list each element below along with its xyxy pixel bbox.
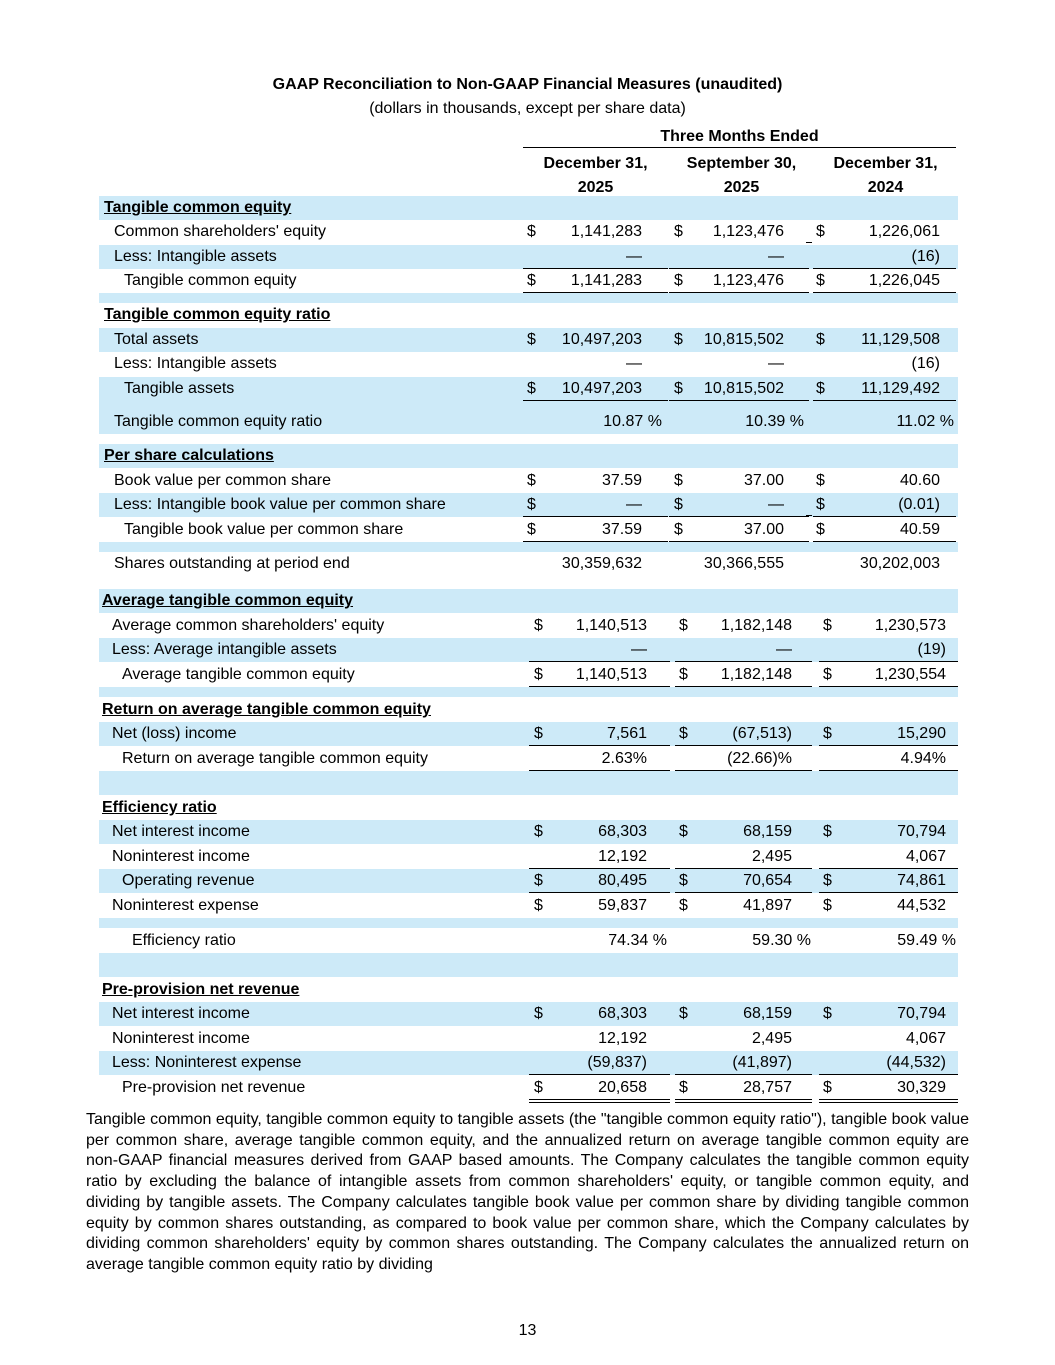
table-row bbox=[0, 269, 1055, 293]
section-header-row bbox=[0, 303, 1055, 327]
value-cell: — bbox=[626, 355, 642, 372]
row-label: Net interest income bbox=[112, 823, 250, 840]
underline bbox=[806, 242, 812, 243]
value-cell: 2,495 bbox=[751, 848, 792, 865]
value-cell: 40.59 bbox=[899, 521, 940, 538]
row-band bbox=[99, 542, 958, 552]
value-cell: 37.59 bbox=[601, 472, 642, 489]
currency-symbol: $ bbox=[823, 1079, 832, 1096]
value-cell: 7,561 bbox=[606, 725, 647, 742]
table-row bbox=[0, 1076, 1055, 1100]
value-cell: — bbox=[626, 248, 642, 265]
value-cell: 41,897 bbox=[743, 897, 792, 914]
value-cell: 4,067 bbox=[905, 1030, 946, 1047]
currency-symbol: $ bbox=[679, 617, 688, 634]
row-label: Pre-provision net revenue bbox=[122, 1079, 306, 1096]
table-row bbox=[0, 1051, 1055, 1075]
section-header: Pre-provision net revenue bbox=[102, 981, 300, 998]
value-cell: 59,837 bbox=[598, 897, 647, 914]
table-row bbox=[0, 638, 1055, 662]
double-underline bbox=[675, 1099, 812, 1103]
value-cell: 59.30 % bbox=[752, 932, 811, 949]
underline bbox=[529, 661, 670, 662]
value-cell: 1,140,513 bbox=[575, 666, 647, 683]
column-header-3: December 31, 2024 bbox=[815, 152, 956, 197]
table-row bbox=[0, 352, 1055, 376]
currency-symbol: $ bbox=[823, 872, 832, 889]
value-cell: 10.39 % bbox=[745, 413, 804, 430]
value-cell: (59,837) bbox=[587, 1054, 647, 1071]
underline bbox=[819, 661, 958, 662]
currency-symbol: $ bbox=[823, 666, 832, 683]
section-header-row bbox=[0, 796, 1055, 820]
table-row bbox=[0, 845, 1055, 869]
value-cell: 68,303 bbox=[598, 823, 647, 840]
currency-symbol: $ bbox=[816, 380, 825, 397]
currency-symbol: $ bbox=[527, 272, 536, 289]
currency-symbol: $ bbox=[534, 617, 543, 634]
row-label: Tangible assets bbox=[124, 380, 235, 397]
row-label: Tangible common equity bbox=[124, 272, 297, 289]
value-cell: 1,182,148 bbox=[720, 666, 792, 683]
row-label: Less: Intangible assets bbox=[114, 248, 277, 265]
currency-symbol: $ bbox=[534, 1005, 543, 1022]
row-label: Shares outstanding at period end bbox=[114, 555, 350, 572]
value-cell: (19) bbox=[917, 641, 946, 658]
value-cell: 1,141,283 bbox=[570, 223, 642, 240]
row-label: Noninterest income bbox=[112, 848, 250, 865]
value-cell: 2,495 bbox=[751, 1030, 792, 1047]
section-header: Return on average tangible common equity bbox=[102, 701, 431, 718]
currency-symbol: $ bbox=[679, 1079, 688, 1096]
value-cell: 1,140,513 bbox=[575, 617, 647, 634]
double-underline bbox=[529, 1099, 670, 1103]
value-cell: 1,226,061 bbox=[868, 223, 940, 240]
table-row bbox=[0, 469, 1055, 493]
currency-symbol: $ bbox=[534, 666, 543, 683]
underline bbox=[523, 516, 668, 517]
currency-symbol: $ bbox=[816, 331, 825, 348]
row-label: Less: Intangible assets bbox=[114, 355, 277, 372]
value-cell: 37.59 bbox=[601, 521, 642, 538]
row-label: Common shareholders' equity bbox=[114, 223, 327, 240]
value-cell: (0.01) bbox=[898, 496, 940, 513]
underline bbox=[813, 516, 956, 517]
table-row bbox=[0, 220, 1055, 244]
value-cell: 70,794 bbox=[897, 1005, 946, 1022]
row-label: Book value per common share bbox=[114, 472, 331, 489]
value-cell: — bbox=[626, 496, 642, 513]
value-cell: 4.94% bbox=[900, 750, 946, 767]
row-label: Less: Intangible book value per common share bbox=[114, 496, 446, 513]
table-row bbox=[0, 663, 1055, 687]
table-row bbox=[0, 1027, 1055, 1051]
value-cell: 1,226,045 bbox=[868, 272, 940, 289]
section-header: Per share calculations bbox=[104, 447, 274, 464]
currency-symbol: $ bbox=[679, 897, 688, 914]
table-row bbox=[0, 552, 1055, 576]
currency-symbol: $ bbox=[679, 823, 688, 840]
value-cell: 70,654 bbox=[743, 872, 792, 889]
currency-symbol: $ bbox=[823, 897, 832, 914]
value-cell: 40.60 bbox=[899, 472, 940, 489]
row-label: Noninterest expense bbox=[112, 897, 259, 914]
value-cell: 1,182,148 bbox=[720, 617, 792, 634]
value-cell: 11,129,492 bbox=[861, 380, 940, 397]
row-label: Total assets bbox=[114, 331, 199, 348]
underline bbox=[819, 745, 958, 746]
explanatory-paragraph: Tangible common equity, tangible common equity to tangible assets (the "tangible common equity ratio"), tangible book value per common share, average tangible common equity, and the annualized return on average tangible common equity are non-GAAP financial measures derived from GAAP based amounts. The Company calculates the tangible common equity ratio by excluding the balance of intangible assets from common shareholders' equity, or tangible common equity, and dividing by tangible assets. The Company calculates tangible book value per common share by dividing tangible common equity by common shares outstanding, as compared to book value per common share, which the Company calculates by dividing common shareholders' equity by common shares outstanding. The Company calculates the annualized return on average tangible common equity ratio by dividing bbox=[86, 1111, 969, 1273]
row-label: Tangible book value per common share bbox=[124, 521, 404, 538]
currency-symbol: $ bbox=[823, 823, 832, 840]
section-header-row bbox=[0, 444, 1055, 468]
currency-symbol: $ bbox=[679, 872, 688, 889]
section-header-row bbox=[0, 698, 1055, 722]
section-header-row bbox=[0, 196, 1055, 220]
value-cell: 10.87 % bbox=[603, 413, 662, 430]
page-number: 13 bbox=[518, 1322, 537, 1339]
row-label: Less: Noninterest expense bbox=[112, 1054, 302, 1071]
currency-symbol: $ bbox=[816, 496, 825, 513]
value-cell: 30,366,555 bbox=[703, 555, 784, 572]
value-cell: 30,329 bbox=[897, 1079, 946, 1096]
row-label: Noninterest income bbox=[112, 1030, 250, 1047]
currency-symbol: $ bbox=[534, 823, 543, 840]
value-cell: — bbox=[776, 641, 792, 658]
value-cell: (41,897) bbox=[732, 1054, 792, 1071]
row-label: Less: Average intangible assets bbox=[112, 641, 337, 658]
currency-symbol: $ bbox=[823, 1005, 832, 1022]
table-row bbox=[0, 518, 1055, 542]
table-row bbox=[0, 377, 1055, 401]
value-cell: 37.00 bbox=[743, 472, 784, 489]
currency-symbol: $ bbox=[527, 521, 536, 538]
currency-symbol: $ bbox=[534, 872, 543, 889]
value-cell: 44,532 bbox=[897, 897, 946, 914]
page-subtitle: (dollars in thousands, except per share data) bbox=[369, 100, 686, 117]
value-cell: 70,794 bbox=[897, 823, 946, 840]
section-header-row bbox=[0, 978, 1055, 1002]
value-cell: 1,123,476 bbox=[712, 272, 784, 289]
currency-symbol: $ bbox=[534, 897, 543, 914]
value-cell: 80,495 bbox=[598, 872, 647, 889]
value-cell: 74.34 % bbox=[608, 932, 667, 949]
underline bbox=[529, 892, 670, 893]
section-header: Efficiency ratio bbox=[102, 799, 217, 816]
row-label: Average common shareholders' equity bbox=[112, 617, 385, 634]
section-header-row bbox=[0, 589, 1055, 613]
underline bbox=[675, 892, 812, 893]
row-band bbox=[99, 918, 958, 928]
table-row bbox=[0, 894, 1055, 918]
currency-symbol: $ bbox=[534, 725, 543, 742]
value-cell: 37.00 bbox=[743, 521, 784, 538]
row-label: Average tangible common equity bbox=[122, 666, 355, 683]
underline bbox=[675, 661, 812, 662]
row-band bbox=[99, 953, 958, 977]
value-cell: (16) bbox=[911, 355, 940, 372]
currency-symbol: $ bbox=[674, 521, 683, 538]
value-cell: 10,497,203 bbox=[561, 380, 642, 397]
currency-symbol: $ bbox=[679, 1005, 688, 1022]
value-cell: 59.49 % bbox=[897, 932, 956, 949]
value-cell: (67,513) bbox=[732, 725, 792, 742]
value-cell: — bbox=[768, 355, 784, 372]
value-cell: 68,303 bbox=[598, 1005, 647, 1022]
currency-symbol: $ bbox=[527, 380, 536, 397]
currency-symbol: $ bbox=[816, 223, 825, 240]
row-label: Operating revenue bbox=[122, 872, 255, 889]
value-cell: (22.66)% bbox=[727, 750, 792, 767]
value-cell: (44,532) bbox=[886, 1054, 946, 1071]
value-cell: 68,159 bbox=[743, 823, 792, 840]
row-label: Return on average tangible common equity bbox=[122, 750, 428, 767]
value-cell: — bbox=[631, 641, 647, 658]
table-row bbox=[0, 1002, 1055, 1026]
table-row bbox=[0, 245, 1055, 269]
row-label: Tangible common equity ratio bbox=[114, 413, 323, 430]
value-cell: — bbox=[768, 248, 784, 265]
section-header: Tangible common equity ratio bbox=[104, 306, 331, 323]
value-cell: 74,861 bbox=[897, 872, 946, 889]
underline bbox=[675, 745, 812, 746]
column-header-1: December 31, 2025 bbox=[523, 152, 668, 197]
value-cell: 10,815,502 bbox=[703, 380, 784, 397]
value-cell: — bbox=[768, 496, 784, 513]
double-underline bbox=[819, 1099, 958, 1103]
table-row bbox=[0, 614, 1055, 638]
section-header: Average tangible common equity bbox=[102, 592, 354, 609]
value-cell: 12,192 bbox=[598, 1030, 647, 1047]
value-cell: 68,159 bbox=[743, 1005, 792, 1022]
currency-symbol: $ bbox=[679, 666, 688, 683]
table-row bbox=[0, 820, 1055, 844]
table-row bbox=[0, 328, 1055, 352]
value-cell: 2.63% bbox=[601, 750, 647, 767]
period-header: Three Months Ended bbox=[523, 128, 956, 148]
row-label: Net interest income bbox=[112, 1005, 250, 1022]
currency-symbol: $ bbox=[816, 272, 825, 289]
underline bbox=[669, 516, 809, 517]
underline bbox=[529, 1074, 670, 1075]
page-title: GAAP Reconciliation to Non-GAAP Financial Measures (unaudited) bbox=[272, 76, 783, 93]
currency-symbol: $ bbox=[527, 331, 536, 348]
currency-symbol: $ bbox=[534, 1079, 543, 1096]
value-cell: 11.02 % bbox=[896, 413, 954, 430]
value-cell: 30,202,003 bbox=[859, 555, 940, 572]
currency-symbol: $ bbox=[674, 272, 683, 289]
value-cell: 28,757 bbox=[743, 1079, 792, 1096]
value-cell: 1,230,573 bbox=[874, 617, 946, 634]
section-header: Tangible common equity bbox=[104, 199, 292, 216]
currency-symbol: $ bbox=[816, 472, 825, 489]
row-label: Net (loss) income bbox=[112, 725, 237, 742]
underline bbox=[675, 1074, 812, 1075]
row-band bbox=[99, 293, 958, 303]
underline bbox=[819, 1074, 958, 1075]
value-cell: 10,497,203 bbox=[561, 331, 642, 348]
currency-symbol: $ bbox=[823, 617, 832, 634]
value-cell: (16) bbox=[911, 248, 940, 265]
row-band bbox=[99, 687, 958, 697]
column-header-2: September 30, 2025 bbox=[674, 152, 809, 197]
value-cell: 30,359,632 bbox=[561, 555, 642, 572]
value-cell: 4,067 bbox=[905, 848, 946, 865]
value-cell: 1,123,476 bbox=[712, 223, 784, 240]
currency-symbol: $ bbox=[679, 725, 688, 742]
row-band bbox=[99, 771, 958, 795]
currency-symbol: $ bbox=[527, 223, 536, 240]
table-row bbox=[0, 929, 1055, 953]
value-cell: 11,129,508 bbox=[861, 331, 940, 348]
value-cell: 10,815,502 bbox=[703, 331, 784, 348]
currency-symbol: $ bbox=[674, 331, 683, 348]
value-cell: 1,230,554 bbox=[874, 666, 946, 683]
underline bbox=[529, 745, 670, 746]
currency-symbol: $ bbox=[674, 472, 683, 489]
table-row bbox=[0, 869, 1055, 893]
underline bbox=[806, 515, 812, 516]
table-row bbox=[0, 493, 1055, 517]
currency-symbol: $ bbox=[674, 380, 683, 397]
currency-symbol: $ bbox=[674, 496, 683, 513]
value-cell: 1,141,283 bbox=[570, 272, 642, 289]
currency-symbol: $ bbox=[527, 472, 536, 489]
currency-symbol: $ bbox=[674, 223, 683, 240]
value-cell: 15,290 bbox=[897, 725, 946, 742]
value-cell: 20,658 bbox=[598, 1079, 647, 1096]
table-row bbox=[0, 410, 1055, 434]
underline bbox=[819, 892, 958, 893]
currency-symbol: $ bbox=[823, 725, 832, 742]
value-cell: 12,192 bbox=[598, 848, 647, 865]
row-label: Efficiency ratio bbox=[132, 932, 236, 949]
table-row bbox=[0, 747, 1055, 771]
currency-symbol: $ bbox=[527, 496, 536, 513]
currency-symbol: $ bbox=[816, 521, 825, 538]
table-row bbox=[0, 722, 1055, 746]
